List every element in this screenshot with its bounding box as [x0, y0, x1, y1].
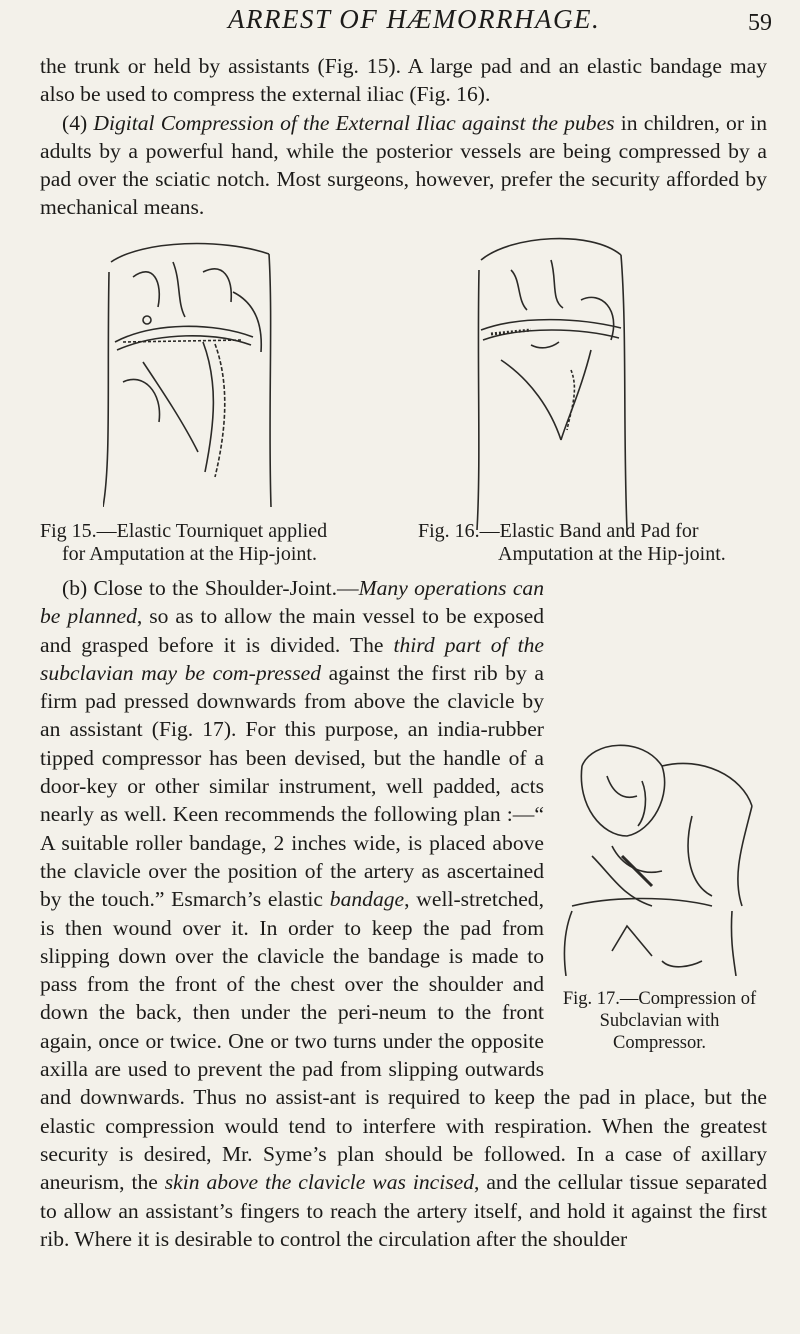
hip-tourniquet-drawing — [103, 232, 275, 507]
figure-16-caption-line-2: Amputation at the Hip-joint. — [498, 543, 726, 565]
section-b-label: (b) Close to the Shoulder-Joint. — [62, 576, 338, 600]
figure-16-illustration — [471, 230, 631, 530]
figure-17-caption: Fig. 17.—Compression of Subclavian with Compressor. — [562, 989, 757, 1053]
paragraph-intro — [40, 52, 767, 222]
figure-16-caption — [418, 520, 778, 566]
item-4-text: in children, or in adults by a powerful hand, while the posterior vessels are being compressed by a pad over the sciatic notch. Most surgeons, however, prefer the security afforded by mechanical means. — [40, 110, 768, 220]
para2-text-3: , well-stretched, is then wound over it. In order to keep the pad from slipping down over the clavicle the bandage is made to pass from the front of the chest over the shoulder and down the back, then under the peri-neum to the front again, once or twice. One or two turns under the opposite axilla are used to prevent the pad from slipping outwards and downwards. Thus no assist-ant is required to keep the pad in place, but the elastic compression would tend to interfere with respiration. When the greatest security is desired, Mr. Syme’s plan should be followed. In a case of axillary aneurism, the — [40, 887, 767, 1195]
para2-italic-2: third part of the subclavian may be com-pressed — [40, 632, 544, 685]
para2-text-2: against the first rib by a firm pad pressed downwards from above the clavicle by an assistant (Fig. 17). For this purpose, an india-rubber tipped compressor has been devised, but the handle of a door-key or other similar instrument, well padded, acts nearly as well. Keen recommends the following plan :—“ A suitable roller bandage, 2 inches wide, is placed above the clavicle over the position of the artery as ascertained by the touch.” Esmarch’s elastic — [40, 660, 544, 912]
hip-band-pad-drawing — [471, 230, 631, 530]
figure-16-caption-line-1: Fig. 16.—Elastic Band and Pad for — [418, 520, 699, 542]
para2-text-1: , so as to allow the main vessel to be exposed and grasped before it is divided. The — [40, 604, 544, 657]
para2-italic-3: bandage — [329, 887, 405, 912]
paragraph-shoulder-joint — [40, 574, 767, 1253]
figure-15-caption — [40, 520, 400, 566]
item-4-title: Digital Compression of the External Iliac against the pubes — [93, 110, 615, 135]
running-title: ARREST OF HÆMORRHAGE. — [228, 4, 601, 34]
running-header — [0, 4, 800, 44]
figure-15-caption-line-2: for Amputation at the Hip-joint. — [62, 543, 317, 565]
figure-17-float-space — [544, 729, 767, 1079]
page-number: 59 — [748, 10, 772, 36]
paragraph-intro-line-1: the trunk or held by assistants (Fig. 15). A large pad and an elastic bandage may also be used to compress the external iliac (Fig. 16). — [40, 54, 767, 107]
figure-15-caption-line-1: Fig 15.—Elastic Tourniquet applied — [40, 520, 328, 542]
para2-text-4: , and the cellular tissue separated to allow an assistant’s fingers to reach the artery itself, and hold it against the first rib. Where it is desirable to control the circulation after the shoulder — [40, 1170, 767, 1251]
section-b-dash: — — [337, 576, 359, 600]
figure-15-illustration — [103, 232, 275, 507]
item-4-label: (4) — [62, 110, 94, 135]
para2-italic-1: Many operations can be planned — [40, 576, 544, 629]
para2-italic-4: skin above the clavicle was incised — [164, 1170, 474, 1195]
